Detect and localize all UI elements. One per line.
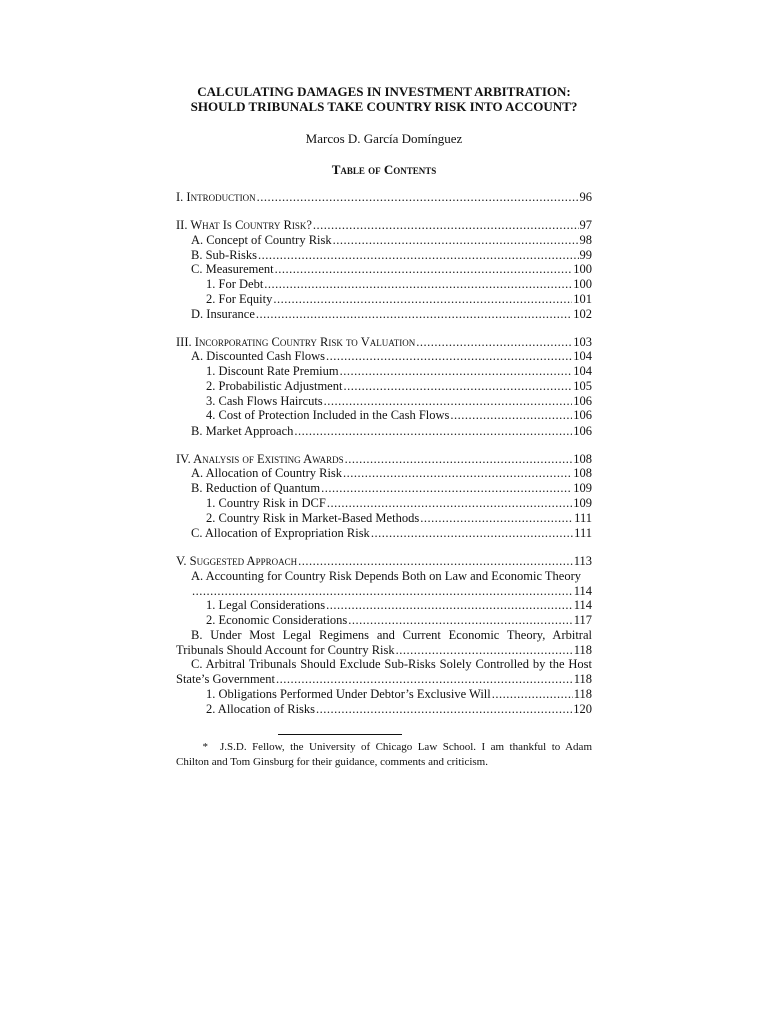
toc-page-number: 103	[573, 335, 592, 349]
article-title-line-1: CALCULATING DAMAGES IN INVESTMENT ARBITRATION:	[197, 84, 571, 99]
toc-page-number: 111	[574, 511, 592, 525]
toc-page-number: 114	[573, 584, 592, 598]
toc-page-number: 109	[573, 496, 592, 510]
toc-label: 1. Country Risk in DCF	[206, 496, 326, 510]
toc-page-number: 118	[573, 672, 592, 686]
toc-heading: Table of Contents	[331, 162, 437, 177]
toc-label: D. Insurance	[191, 307, 255, 321]
toc-page-number: 106	[573, 394, 592, 408]
toc-label: 3. Cash Flows Haircuts	[206, 394, 323, 408]
toc-page-number: 101	[573, 292, 592, 306]
dot-leader	[450, 408, 572, 423]
toc-entry-5c1	[176, 687, 592, 702]
dot-leader	[343, 466, 572, 481]
dot-leader	[371, 526, 573, 541]
toc-page-number: 113	[573, 554, 592, 568]
dot-leader	[345, 452, 573, 467]
toc-page-number: 99	[579, 248, 592, 262]
toc-page-number: 118	[573, 687, 592, 701]
toc-entry-4b	[176, 481, 592, 496]
toc-entry-5b-leader-line	[176, 643, 592, 658]
toc-entry-2c2	[176, 292, 592, 307]
toc-label: A. Allocation of Country Risk	[191, 466, 343, 480]
dot-leader	[275, 262, 573, 277]
footnote-rule	[278, 734, 402, 735]
toc-label: II. What Is Country Risk?	[176, 218, 312, 232]
dot-leader	[298, 554, 573, 569]
dot-leader	[316, 702, 572, 717]
toc-page-number: 120	[573, 702, 592, 716]
toc-entry-4a	[176, 466, 592, 481]
toc-label: 1. For Debt	[206, 277, 264, 291]
dot-leader	[257, 190, 579, 205]
toc-entry-section-3	[176, 335, 592, 350]
toc-page-number: 108	[573, 452, 592, 466]
toc-label-cont: State’s Government	[176, 672, 275, 686]
toc-entry-3a3	[176, 394, 592, 409]
dot-leader	[294, 424, 572, 439]
toc-entry-2c1	[176, 277, 592, 292]
dot-leader	[492, 687, 573, 702]
toc-label: B. Reduction of Quantum	[191, 481, 321, 495]
footnote	[176, 740, 592, 770]
toc-page-number: 106	[573, 408, 592, 422]
toc-label: 2. Probabilistic Adjustment	[206, 379, 343, 393]
toc-entry-section-4	[176, 452, 592, 467]
toc-label: V. Suggested Approach	[176, 554, 298, 568]
dot-leader	[192, 584, 573, 599]
toc-page-number: 96	[579, 190, 592, 204]
toc-label: IV. Analysis of Existing Awards	[176, 452, 344, 466]
toc-entry-3a4	[176, 408, 592, 423]
toc-label: C. Allocation of Expropriation Risk	[191, 526, 370, 540]
toc-entry-2c	[176, 262, 592, 277]
dot-leader	[324, 394, 573, 409]
toc-entry-2b	[176, 248, 592, 263]
footnote-text: J.S.D. Fellow, the University of Chicago Law School. I am thankful to Adam Chilton and Tom Ginsburg for their guidance, comments and criticism.	[176, 741, 592, 768]
dot-leader	[326, 598, 573, 613]
toc-label: 1. Legal Considerations	[206, 598, 326, 612]
toc-page-number: 114	[573, 598, 592, 612]
toc-label: B. Under Most Legal Regimens and Current Economic Theory, Arbitral	[191, 628, 592, 642]
toc-page-number: 100	[573, 277, 592, 291]
toc-entry-5a1	[176, 598, 592, 613]
toc-entry-3a2	[176, 379, 592, 394]
article-title-line-2: SHOULD TRIBUNALS TAKE COUNTRY RISK INTO ACCOUNT?	[190, 99, 578, 114]
dot-leader	[276, 672, 573, 687]
toc-page-number: 98	[579, 233, 592, 247]
dot-leader	[340, 364, 573, 379]
dot-leader	[420, 511, 573, 526]
toc-label: A. Concept of Country Risk	[191, 233, 332, 247]
toc-label: A. Discounted Cash Flows	[191, 349, 326, 363]
toc-entry-2a	[176, 233, 592, 248]
toc-page-number: 106	[573, 424, 592, 438]
dot-leader	[327, 496, 572, 511]
toc-label: C. Arbitral Tribunals Should Exclude Sub-Risks Solely Controlled by the Host	[191, 657, 592, 671]
toc-entry-introduction	[176, 190, 592, 205]
author-name: Marcos D. García Domínguez	[305, 131, 463, 146]
toc-entry-2d	[176, 307, 592, 322]
dot-leader	[396, 643, 573, 658]
toc-label: C. Measurement	[191, 262, 274, 276]
toc-entry-section-5	[176, 554, 592, 569]
toc-entry-3b	[176, 424, 592, 439]
toc-label: III. Incorporating Country Risk to Valuation	[176, 335, 416, 349]
dot-leader	[321, 481, 572, 496]
footnote-marker: *	[202, 741, 208, 753]
toc-page-number: 111	[574, 526, 592, 540]
toc-page-number: 105	[573, 379, 592, 393]
toc-entry-3a1	[176, 364, 592, 379]
toc-label: 4. Cost of Protection Included in the Cash Flows	[206, 408, 450, 422]
dot-leader	[333, 233, 579, 248]
toc-entry-5a	[191, 569, 592, 599]
toc-page-number: 104	[573, 349, 592, 363]
toc-label-cont: Tribunals Should Account for Country Risk	[176, 643, 395, 657]
toc-page-number: 108	[573, 466, 592, 480]
toc-entry-3a	[176, 349, 592, 364]
toc-page-number: 100	[573, 262, 592, 276]
toc-page-number: 117	[573, 613, 592, 627]
toc-entry-5c	[176, 657, 592, 687]
toc-page-number: 97	[579, 218, 592, 232]
toc-label: 1. Obligations Performed Under Debtor’s Exclusive Will	[206, 687, 491, 701]
toc-label: I. Introduction	[176, 190, 256, 204]
toc-label: 2. Country Risk in Market-Based Methods	[206, 511, 420, 525]
dot-leader	[416, 335, 572, 350]
toc-page-number: 118	[573, 643, 592, 657]
toc-label: 1. Discount Rate Premium	[206, 364, 339, 378]
toc-entry-5b	[176, 628, 592, 658]
toc-page-number: 102	[573, 307, 592, 321]
toc-page-number: 104	[573, 364, 592, 378]
dot-leader	[343, 379, 572, 394]
dot-leader	[258, 248, 579, 263]
toc-label: 2. Allocation of Risks	[206, 702, 316, 716]
toc-label: B. Market Approach	[191, 424, 294, 438]
toc-entry-section-2	[176, 218, 592, 233]
toc-label: A. Accounting for Country Risk Depends Both on Law and Economic Theory	[191, 569, 581, 583]
toc-page-number: 109	[573, 481, 592, 495]
toc-entry-5a2	[176, 613, 592, 628]
toc-entry-5c2	[176, 702, 592, 717]
toc-entry-5a-leader-line	[191, 584, 592, 599]
dot-leader	[264, 277, 572, 292]
toc-label: 2. Economic Considerations	[206, 613, 348, 627]
dot-leader	[313, 218, 579, 233]
dot-leader	[326, 349, 572, 364]
toc-entry-4c	[176, 526, 592, 541]
toc-label: 2. For Equity	[206, 292, 273, 306]
dot-leader	[348, 613, 572, 628]
toc-entry-5c-leader-line	[176, 672, 592, 687]
dot-leader	[273, 292, 572, 307]
toc-entry-4b2	[176, 511, 592, 526]
toc-entry-4b1	[176, 496, 592, 511]
dot-leader	[256, 307, 572, 322]
toc-label: B. Sub-Risks	[191, 248, 257, 262]
